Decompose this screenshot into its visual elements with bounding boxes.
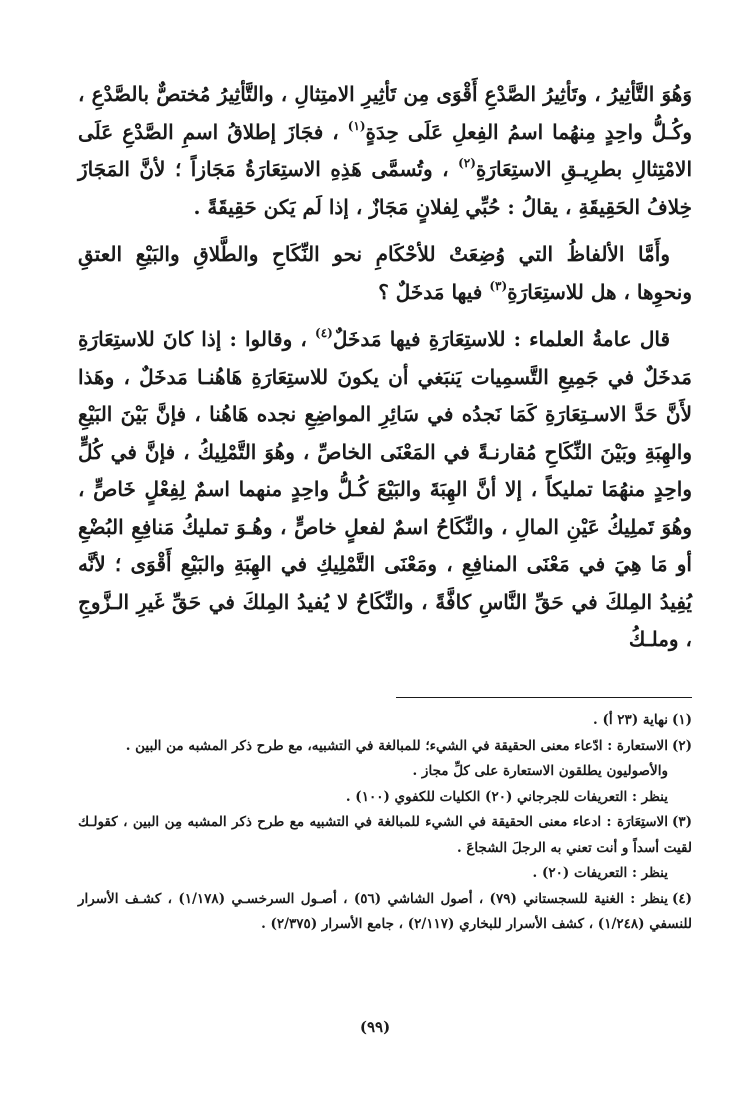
paragraph-3-part-a: قال عامةُ العلماء : للاستِعَارَةِ فيها مَدخَلٌ xyxy=(332,327,670,351)
footnote-text: الاستعارة : ادّعاء معنى الحقيقة في الشيء؛ للمبالغة في التشبيه، مع طرح ذكر المشبه من البين . xyxy=(125,737,668,754)
footnote-3-line-2: ينظر : التعريفات (٢٠) . xyxy=(532,865,668,881)
footnote-ref-4: (٤) xyxy=(315,326,333,340)
paragraph-2 xyxy=(78,236,692,311)
footnote-text: الاستِعَارَة : ادعاء معنى الحقيقة في الشيء للمبالغة في التشبيه مع طرح ذكر المشبه مِن البين ، كقولـك لقيت أسداً و أنت تعني به الرجلَ الشجاعَ . xyxy=(78,814,692,856)
footnote-2-line-3: ينظر : التعريفات للجرجاني (٢٠) الكليات للكفوي (١٠٠) . xyxy=(345,788,668,805)
footnote-ref-2: (٢) xyxy=(458,156,476,170)
footnote-number: (١) xyxy=(671,712,692,728)
paragraph-1-part-c: ، وتُسمَّى هَذِهِ الاستِعَارَةُ مَجَازاً ؛ لأنَّ المَجَازَ خِلافُ الحَقِيقَةِ ، يقالُ : حُبِّي لِفلانٍ مَجَازٌ ، إذا لَم يَكن حَقِيقَةً . xyxy=(78,157,692,219)
paragraph-3-part-b: ، وقالوا : إذا كانَ للاستِعَارَةِ مَدخَلٌ في جَمِيعِ التَّسمِيات يَنبَغي أن يكونَ للاستِعَارَةِ هَاهُنـا مَدخَلٌ ، وهَذا لأَنَّ حَدَّ الاسـتِعَارَةِ كَمَا نَجدُه في سَائِرِ المواضِعِ نجده هَاهُنا ، فإنَّ بَيْنَ البَيْعِ والهِبَةِ وبَيْنَ النِّكَاحِ مُقارنـةً في المَعْنَى الخاصِّ ، وهُوَ التَّمْلِيكُ ، فإنَّ في كُلٍّ واحِدٍ منهُمَا تمليكاً ، إلا أنَّ الهِبَةَ والبَيْعَ كُـلُّ واحِدٍ منهما اسمٌ لِفِعْلٍ خَاصٍّ ، وهُوَ تَملِيكُ عَيْنِ المالِ ، والنِّكَاحُ اسمٌ لفعلٍ خاصٍّ ، وهُـوَ تمليكُ مَنافِعِ البُضْعِ أو مَا هِيَ في مَعْنَى المنافِعِ ، ومَعْنَى التَّمْلِيكِ في الهِبَةِ والبَيْعِ أَقْوَى ؛ لأنَّه يُفِيدُ المِلكَ في حَقِّ النَّاسِ كافَّةً ، والنِّكَاحُ لا يُفيدُ المِلكَ في حَقِّ غَيرِ الـزَّوجِ ، وملـكُ xyxy=(78,327,692,651)
footnote-text: نهاية (٢٣ أ) . xyxy=(593,712,668,728)
paragraph-2-part-b: فيها مَدخَلٌ ؟ xyxy=(378,279,490,304)
page-number: (٩٩) xyxy=(359,1018,391,1036)
paragraph-1 xyxy=(78,76,692,226)
footnote-text: ينظر : الغنية للسجستاني (٧٩) ، أصول الشاشي (٥٦) ، أصـول السرخسـي (١/١٧٨) ، كشـف الأسرار للنسفي (١/٢٤٨) ، كشف الأسرار للبخاري (٢/١١٧) ، جامع الأسرار (٢/٣٧٥) . xyxy=(78,890,692,932)
footnote-number: (٢) xyxy=(671,737,692,754)
footnote-number: (٣) xyxy=(671,814,692,830)
footnote-4 xyxy=(78,887,692,938)
paragraph-1-part-b: ، فجَازَ إطلاقُ اسمِ الصَّدْعِ عَلَى الامْتِثالِ بطرِيـقِ الاستِعَارَةِ xyxy=(78,119,693,181)
footnote-ref-1: (١) xyxy=(347,118,366,133)
paragraph-2-part-a: وأَمَّا الألفاظُ التي وُضِعَتْ للأحْكَامِ نحو النِّكَاحِ والطَّلاقِ والبَيْعِ العتقِ ونحوِها ، هل للاستِعَارَةِ xyxy=(78,242,692,304)
footnotes xyxy=(78,708,692,938)
footnote-ref-3: (٣) xyxy=(489,278,508,293)
paragraph-1-part-a: وَهُوَ التَّأثِيرُ ، وتَأثِيرُ الصَّدْعِ أَقْوَى مِن تَأثِيرِ الامتِثالِ ، والتَّأثِيرُ مُختصٌّ بالصَّدْعِ ، وكُـلُّ واحِدٍ مِنهُما اسمُ الفِعلِ عَلَى حِدَةٍ xyxy=(78,82,692,144)
footnote-2-line-2: والأصوليون يطلقون الاستعارة على كلِّ مجاز . xyxy=(412,763,668,779)
footnote-1 xyxy=(78,708,692,734)
footnote-separator xyxy=(396,697,692,698)
main-text xyxy=(78,76,692,659)
footnote-number: (٤) xyxy=(671,890,693,907)
paragraph-3 xyxy=(78,321,692,659)
footnote-3 xyxy=(78,810,692,861)
footnote-2 xyxy=(78,734,692,760)
